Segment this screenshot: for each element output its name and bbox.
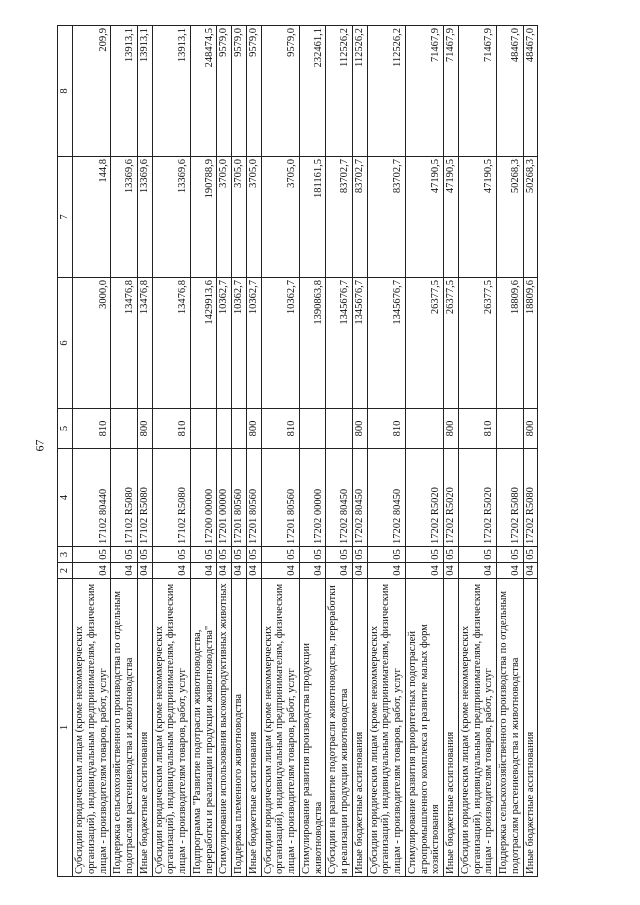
- row-section: 04: [405, 563, 443, 579]
- row-subsection: 05: [326, 547, 353, 563]
- row-name: Иные бюджетные ассигнования: [137, 579, 152, 877]
- row-expense-type: [190, 409, 217, 449]
- row-name: Субсидии юридическим лицам (кроме некоммерческих организаций), индивидуальным предпринимателям, физическим лицам - производителям товаров, работ, услуг: [458, 579, 496, 877]
- row-target-code: 17102 R5080: [152, 449, 190, 547]
- budget-table: [57, 25, 538, 877]
- row-amount-1: 1345676,7: [367, 278, 405, 409]
- row-amount-2: 50268,3: [497, 157, 524, 278]
- table-row: [405, 26, 443, 877]
- row-subsection: 05: [190, 547, 217, 563]
- row-amount-3: 13913,1: [111, 26, 138, 157]
- row-amount-2: 13369,6: [152, 157, 190, 278]
- row-name: Иные бюджетные ассигнования: [352, 579, 367, 877]
- row-amount-3: 112526,2: [367, 26, 405, 157]
- table-row: [299, 26, 326, 877]
- row-subsection: 05: [232, 547, 247, 563]
- table-row: [232, 26, 247, 877]
- rotated-page: [57, 26, 630, 877]
- row-name: Субсидии на развитие подотрасли животноводства, переработки и реализации продукции животноводства: [326, 579, 353, 877]
- row-name: Поддержка сельскохозяйственного производства по отдельным подотраслям растениеводства и животноводства: [111, 579, 138, 877]
- row-subsection: 05: [137, 547, 152, 563]
- row-section: 04: [73, 563, 111, 579]
- row-amount-2: 144,8: [73, 157, 111, 278]
- row-expense-type: [217, 409, 232, 449]
- row-amount-1: 26377,5: [444, 278, 459, 409]
- row-subsection: 05: [352, 547, 367, 563]
- row-amount-2: 3705,0: [232, 157, 247, 278]
- row-amount-2: 13369,6: [111, 157, 138, 278]
- row-amount-3: 9579,0: [217, 26, 232, 157]
- row-section: 04: [458, 563, 496, 579]
- table-row: [246, 26, 261, 877]
- row-amount-1: 13476,8: [152, 278, 190, 409]
- row-amount-2: 83702,7: [352, 157, 367, 278]
- row-name: Подпрограмма "Развитие подотрасли животноводства, переработки и реализации продукции животноводства": [190, 579, 217, 877]
- row-subsection: 05: [523, 547, 538, 563]
- row-name: Стимулирование развития приоритетных подотраслей агропромышленного комплекса и развитие малых форм хозяйствования: [405, 579, 443, 877]
- row-subsection: 05: [111, 547, 138, 563]
- row-amount-2: 47190,5: [444, 157, 459, 278]
- row-amount-1: 13476,8: [137, 278, 152, 409]
- row-subsection: 05: [73, 547, 111, 563]
- row-amount-1: 10362,7: [232, 278, 247, 409]
- row-amount-3: 71467,9: [405, 26, 443, 157]
- row-amount-1: 26377,5: [458, 278, 496, 409]
- row-amount-3: 209,9: [73, 26, 111, 157]
- row-expense-type: 800: [137, 409, 152, 449]
- row-amount-1: 1429913,6: [190, 278, 217, 409]
- row-name: Субсидии юридическим лицам (кроме некоммерческих организаций), индивидуальным предпринимателям, физическим лицам - производителям товаров, работ, услуг: [73, 579, 111, 877]
- row-subsection: 05: [405, 547, 443, 563]
- row-target-code: 17200 00000: [190, 449, 217, 547]
- row-section: 04: [326, 563, 353, 579]
- row-name: Иные бюджетные ассигнования: [246, 579, 261, 877]
- row-target-code: 17202 80450: [352, 449, 367, 547]
- row-name: Субсидии юридическим лицам (кроме некоммерческих организаций), индивидуальным предпринимателям, физическим лицам - производителям товаров, работ, услуг: [367, 579, 405, 877]
- header-cell: 1: [58, 579, 73, 877]
- row-expense-type: [405, 409, 443, 449]
- row-expense-type: [497, 409, 524, 449]
- row-section: 04: [299, 563, 326, 579]
- header-cell: 8: [58, 26, 73, 157]
- row-target-code: 17202 R5020: [405, 449, 443, 547]
- row-amount-1: 18809,6: [523, 278, 538, 409]
- row-subsection: 05: [217, 547, 232, 563]
- row-target-code: 17202 R5080: [497, 449, 524, 547]
- row-target-code: 17201 80560: [246, 449, 261, 547]
- header-row: [58, 26, 73, 877]
- row-amount-1: 26377,5: [405, 278, 443, 409]
- row-subsection: 05: [299, 547, 326, 563]
- table-row: [261, 26, 299, 877]
- header-cell: 3: [58, 547, 73, 563]
- row-amount-3: 232461,1: [299, 26, 326, 157]
- row-amount-2: 190788,9: [190, 157, 217, 278]
- row-name: Иные бюджетные ассигнования: [523, 579, 538, 877]
- row-expense-type: [326, 409, 353, 449]
- row-amount-2: 47190,5: [405, 157, 443, 278]
- row-amount-1: 10362,7: [261, 278, 299, 409]
- row-amount-3: 71467,9: [444, 26, 459, 157]
- row-expense-type: [111, 409, 138, 449]
- header-cell: 6: [58, 278, 73, 409]
- row-target-code: 17202 80450: [367, 449, 405, 547]
- row-section: 04: [246, 563, 261, 579]
- row-amount-1: 18809,6: [497, 278, 524, 409]
- row-amount-1: 10362,7: [217, 278, 232, 409]
- row-amount-3: 112526,2: [352, 26, 367, 157]
- table-row: [352, 26, 367, 877]
- row-section: 04: [497, 563, 524, 579]
- row-target-code: 17202 80450: [326, 449, 353, 547]
- row-name: Иные бюджетные ассигнования: [444, 579, 459, 877]
- row-section: 04: [152, 563, 190, 579]
- row-amount-3: 13913,1: [137, 26, 152, 157]
- row-subsection: 05: [246, 547, 261, 563]
- row-amount-1: 13476,8: [111, 278, 138, 409]
- row-target-code: 17202 R5020: [458, 449, 496, 547]
- row-target-code: 17102 R5080: [111, 449, 138, 547]
- row-expense-type: [299, 409, 326, 449]
- row-name: Субсидии юридическим лицам (кроме некоммерческих организаций), индивидуальным предпринимателям, физическим лицам - производителям товаров, работ, услуг: [261, 579, 299, 877]
- row-target-code: 17102 R5080: [137, 449, 152, 547]
- row-section: 04: [137, 563, 152, 579]
- row-amount-3: 48467,0: [523, 26, 538, 157]
- row-name: Поддержка сельскохозяйственного производства по отдельным подотраслям растениеводства и животноводства: [497, 579, 524, 877]
- row-section: 04: [232, 563, 247, 579]
- header-cell: 7: [58, 157, 73, 278]
- row-section: 04: [111, 563, 138, 579]
- row-section: 04: [352, 563, 367, 579]
- row-amount-2: 50268,3: [523, 157, 538, 278]
- header-cell: 4: [58, 449, 73, 547]
- row-amount-2: 47190,5: [458, 157, 496, 278]
- row-amount-1: 1390863,8: [299, 278, 326, 409]
- row-subsection: 05: [458, 547, 496, 563]
- row-expense-type: 800: [523, 409, 538, 449]
- row-expense-type: 810: [73, 409, 111, 449]
- row-subsection: 05: [497, 547, 524, 563]
- table-row: [497, 26, 524, 877]
- table-row: [444, 26, 459, 877]
- row-amount-3: 13913,1: [152, 26, 190, 157]
- table-row: [137, 26, 152, 877]
- table-row: [367, 26, 405, 877]
- row-amount-1: 1345676,7: [352, 278, 367, 409]
- row-amount-1: 1345676,7: [326, 278, 353, 409]
- header-cell: 5: [58, 409, 73, 449]
- row-subsection: 05: [152, 547, 190, 563]
- row-section: 04: [523, 563, 538, 579]
- row-expense-type: 810: [261, 409, 299, 449]
- table-row: [152, 26, 190, 877]
- page-number: 67: [32, 439, 47, 452]
- row-target-code: 17202 R5080: [523, 449, 538, 547]
- row-amount-2: 3705,0: [217, 157, 232, 278]
- row-amount-3: 48467,0: [497, 26, 524, 157]
- table-row: [523, 26, 538, 877]
- table-row: [458, 26, 496, 877]
- row-amount-3: 248474,5: [190, 26, 217, 157]
- row-amount-3: 9579,0: [246, 26, 261, 157]
- row-subsection: 05: [261, 547, 299, 563]
- row-amount-2: 13369,6: [137, 157, 152, 278]
- row-amount-2: 3705,0: [246, 157, 261, 278]
- row-amount-2: 83702,7: [367, 157, 405, 278]
- row-amount-2: 3705,0: [261, 157, 299, 278]
- row-name: Поддержка племенного животноводства: [232, 579, 247, 877]
- row-amount-3: 71467,9: [458, 26, 496, 157]
- row-section: 04: [261, 563, 299, 579]
- row-expense-type: 800: [352, 409, 367, 449]
- row-amount-3: 9579,0: [261, 26, 299, 157]
- row-amount-1: 10362,7: [246, 278, 261, 409]
- row-expense-type: 800: [444, 409, 459, 449]
- row-amount-3: 9579,0: [232, 26, 247, 157]
- row-subsection: 05: [444, 547, 459, 563]
- row-section: 04: [367, 563, 405, 579]
- row-name: Субсидии юридическим лицам (кроме некоммерческих организаций), индивидуальным предпринимателям, физическим лицам - производителям товаров, работ, услуг: [152, 579, 190, 877]
- row-amount-2: 181161,5: [299, 157, 326, 278]
- row-subsection: 05: [367, 547, 405, 563]
- table-row: [326, 26, 353, 877]
- row-target-code: 17202 R5020: [444, 449, 459, 547]
- row-expense-type: 810: [458, 409, 496, 449]
- row-name: Стимулирование развития производства продукции животноводства: [299, 579, 326, 877]
- row-amount-1: 3000,0: [73, 278, 111, 409]
- row-amount-2: 83702,7: [326, 157, 353, 278]
- row-expense-type: 800: [246, 409, 261, 449]
- row-amount-3: 112526,2: [326, 26, 353, 157]
- row-expense-type: 810: [152, 409, 190, 449]
- table-row: [73, 26, 111, 877]
- row-target-code: 17202 00000: [299, 449, 326, 547]
- row-section: 04: [217, 563, 232, 579]
- table-row: [217, 26, 232, 877]
- table-row: [111, 26, 138, 877]
- row-target-code: 17102 80440: [73, 449, 111, 547]
- row-name: Стимулирование использования высокопродуктивных животных: [217, 579, 232, 877]
- row-expense-type: 810: [367, 409, 405, 449]
- row-section: 04: [444, 563, 459, 579]
- row-section: 04: [190, 563, 217, 579]
- row-target-code: 17201 80560: [261, 449, 299, 547]
- header-cell: 2: [58, 563, 73, 579]
- table-row: [190, 26, 217, 877]
- row-expense-type: [232, 409, 247, 449]
- row-target-code: 17201 80560: [232, 449, 247, 547]
- row-target-code: 17201 00000: [217, 449, 232, 547]
